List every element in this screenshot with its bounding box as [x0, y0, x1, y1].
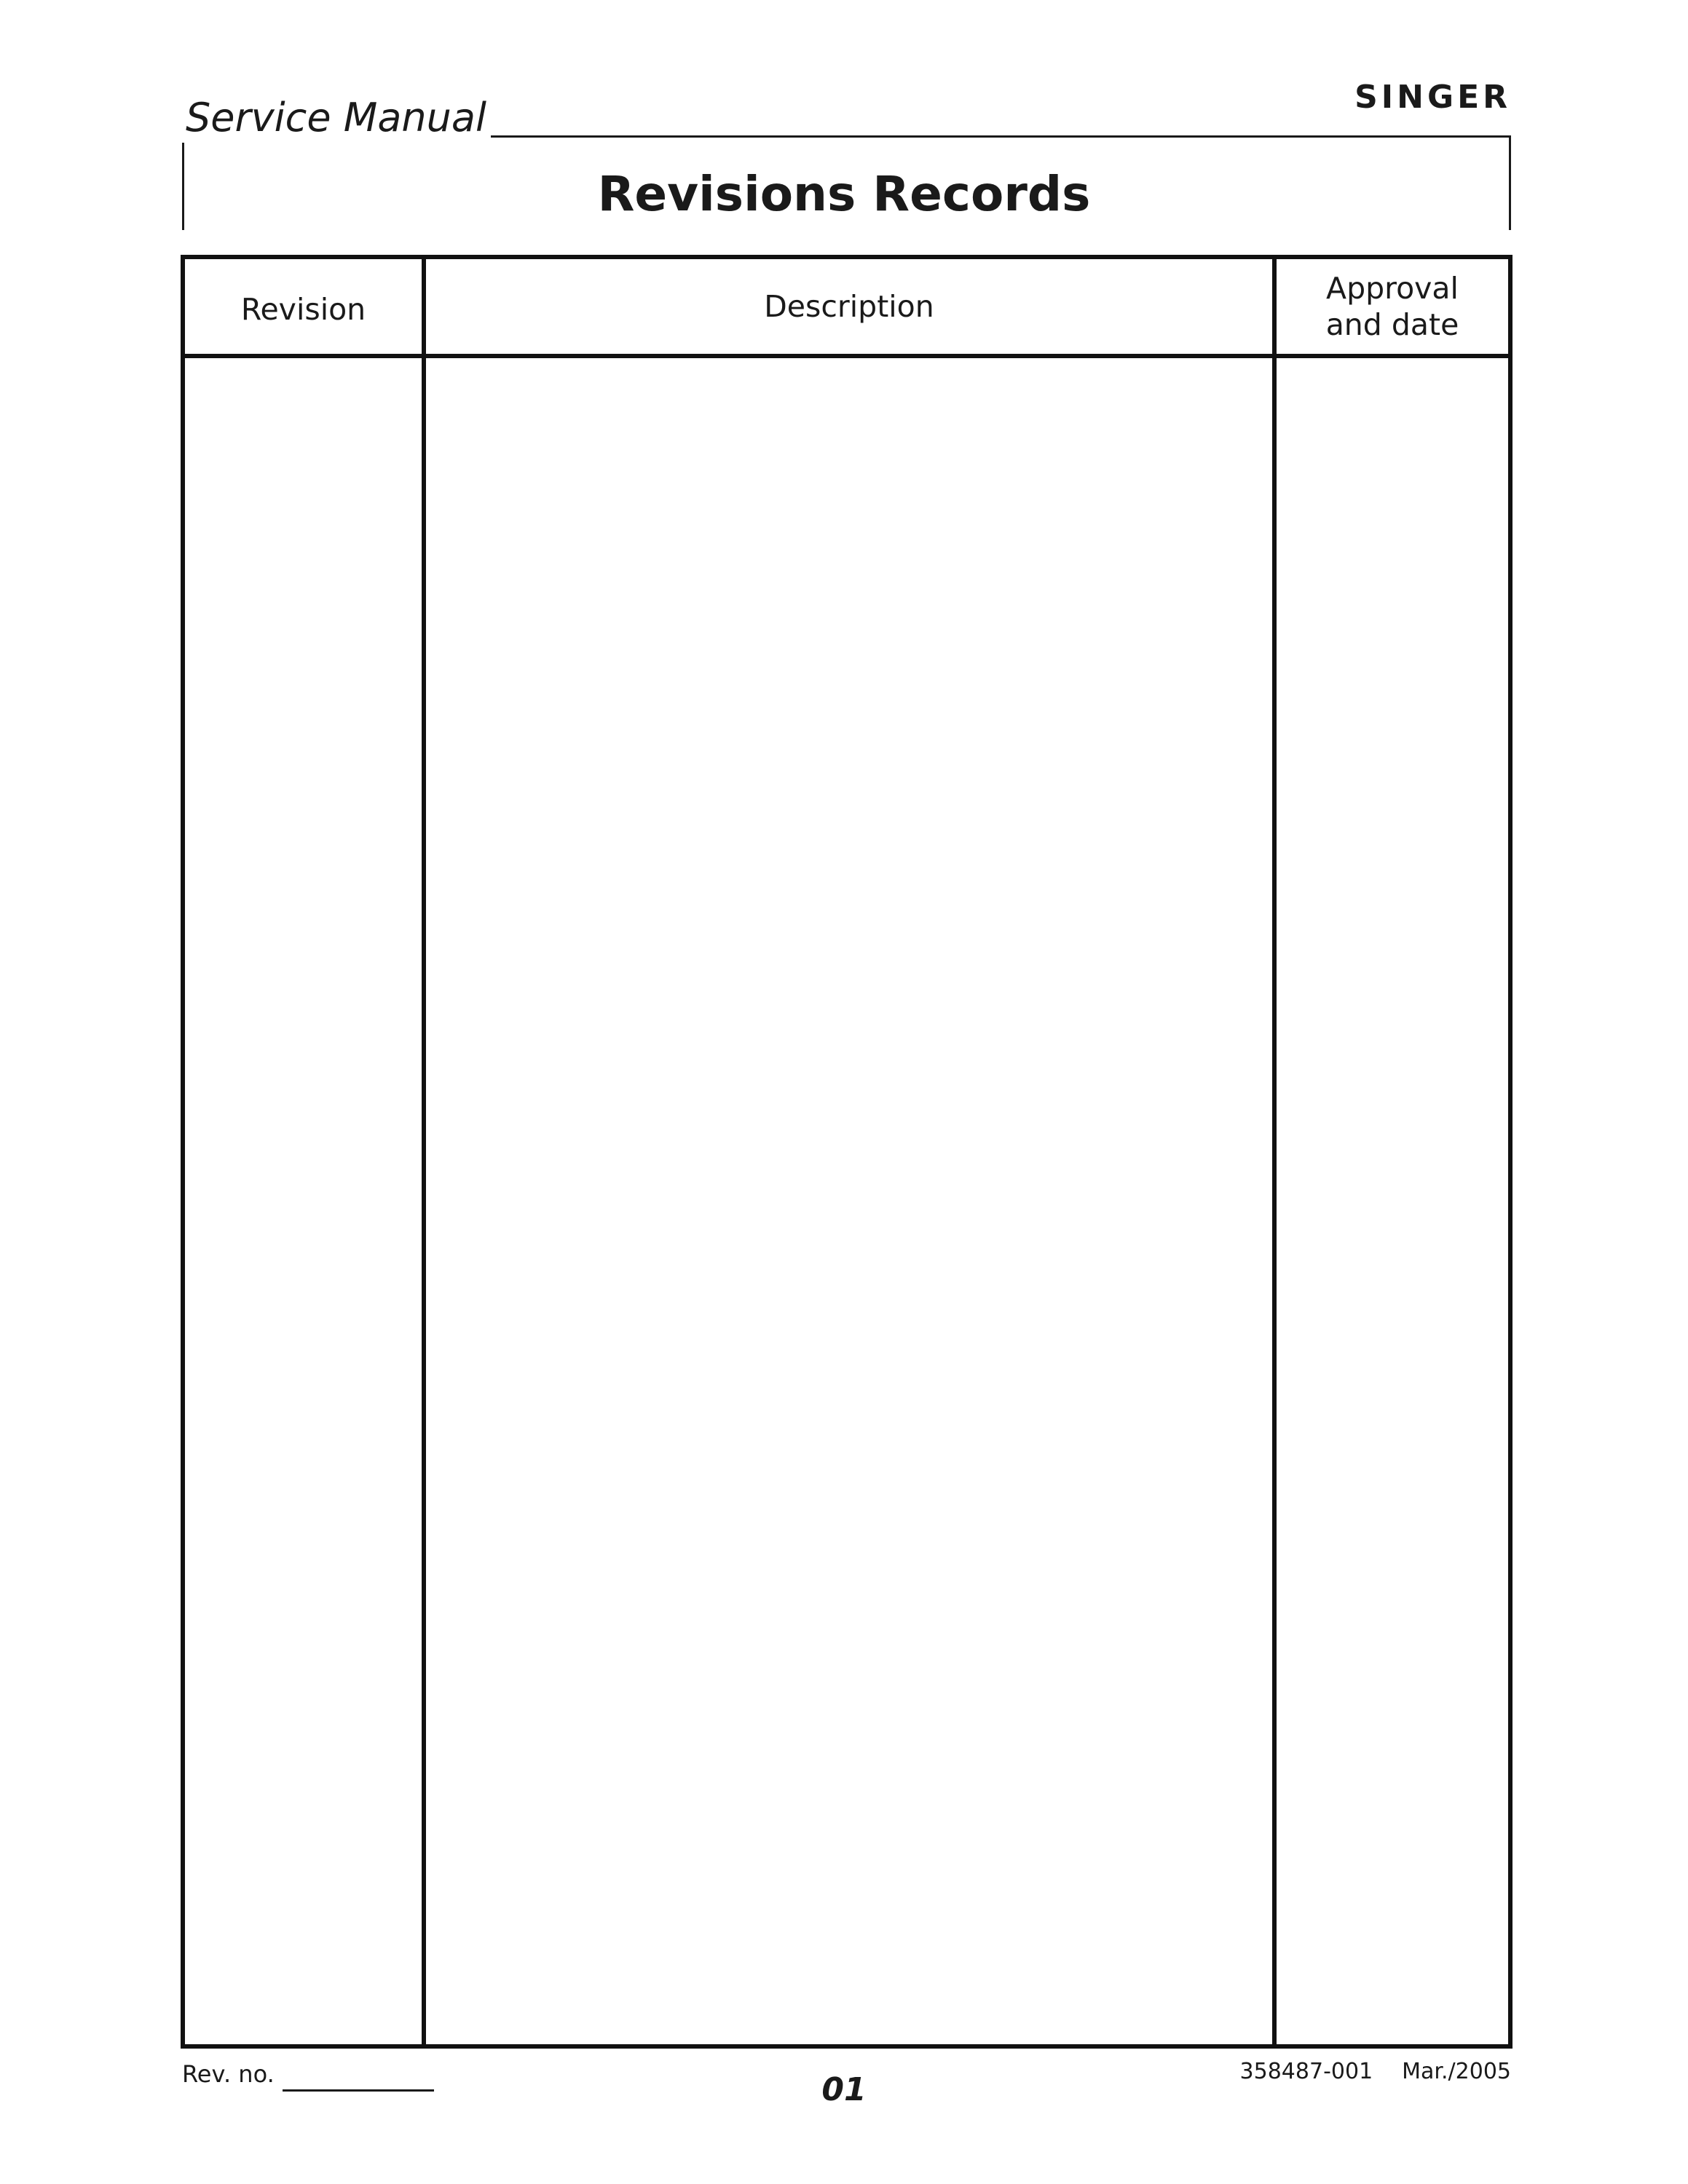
column-header-revision: Revision: [240, 292, 366, 327]
rev-no-field-line: [283, 2089, 434, 2092]
column-header-approval-date: Approval and date: [1325, 271, 1459, 342]
column-divider-1: [422, 259, 426, 2044]
manual-title: Service Manual: [186, 95, 486, 141]
singer-logo: SINGER: [1354, 79, 1511, 116]
column-divider-2: [1272, 259, 1277, 2044]
document-code: [1238, 2059, 1511, 2084]
revisions-table: [181, 255, 1513, 2049]
document-date: Mar./2005: [1402, 2059, 1511, 2084]
column-header-description: Description: [764, 289, 934, 324]
document-number: 358487-001: [1239, 2059, 1373, 2084]
header-divider: [185, 354, 1508, 358]
rev-no-label: Rev. no.: [182, 2060, 275, 2088]
page-title: Revisions Records: [597, 166, 1091, 222]
title-rule: [491, 135, 1511, 138]
page-number: 01: [821, 2071, 867, 2108]
